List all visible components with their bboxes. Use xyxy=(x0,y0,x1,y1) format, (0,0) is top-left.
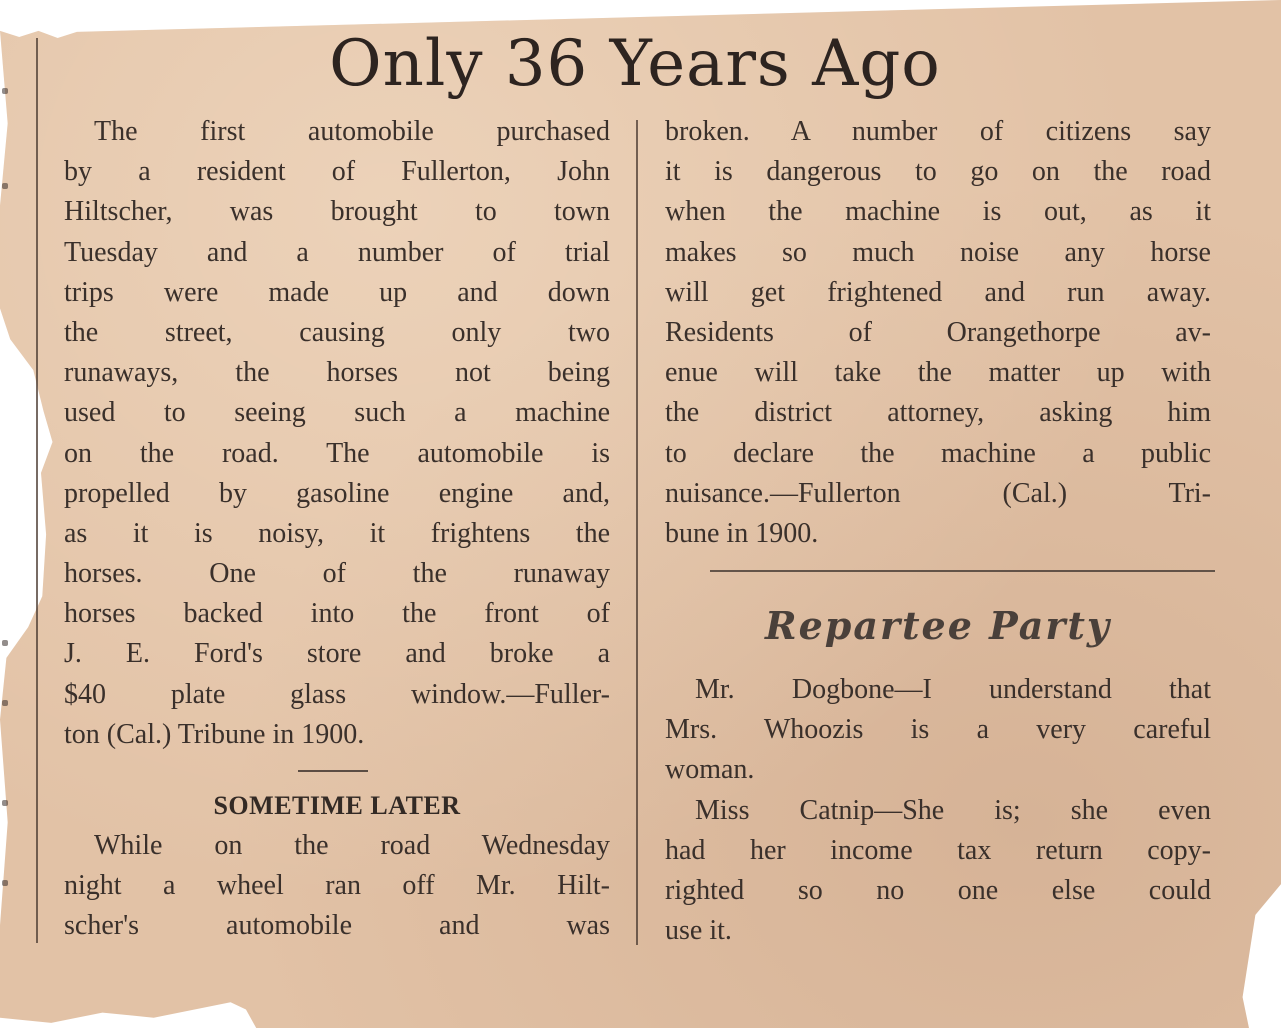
text-line: horses backed into the front of xyxy=(64,598,610,630)
text-line: Hiltscher, was brought to town xyxy=(64,196,610,228)
text-line: will get frightened and run away. xyxy=(665,276,1211,308)
right-column-paragraph-2 xyxy=(665,670,1211,951)
edge-mark xyxy=(2,800,8,806)
section-rule xyxy=(298,770,368,772)
text-line: trips were made up and down xyxy=(64,276,610,308)
column-divider-rule xyxy=(636,120,638,945)
text-line: Residents of Orangethorpe av- xyxy=(665,316,1211,348)
right-column-paragraph-1 xyxy=(665,112,1211,554)
text-line: use it. xyxy=(665,915,732,947)
text-line: horses. One of the runaway xyxy=(64,558,610,590)
text-line: scher's automobile and was xyxy=(64,910,610,942)
text-line: when the machine is out, as it xyxy=(665,196,1211,228)
text-line: While on the road Wednesday xyxy=(94,830,610,861)
text-line: as it is noisy, it frightens the xyxy=(64,517,610,549)
text-line: propelled by gasoline engine and, xyxy=(64,477,610,509)
text-line: to declare the machine a public xyxy=(665,437,1211,469)
text-line: broken. A number of citizens say xyxy=(665,116,1211,147)
text-line: righted so no one else could xyxy=(665,874,1211,906)
text-line: used to seeing such a machine xyxy=(64,397,610,429)
text-line: J. E. Ford's store and broke a xyxy=(64,638,610,670)
text-line: enue will take the matter up with xyxy=(665,357,1211,389)
headline: Only 36 Years Ago xyxy=(329,27,941,101)
subhead-repartee-party: Repartee Party xyxy=(765,603,1111,648)
edge-mark xyxy=(2,700,8,706)
text-line: the district attorney, asking him xyxy=(665,397,1211,429)
left-column-rule xyxy=(36,38,38,943)
text-line: Mr. Dogbone—I understand that xyxy=(695,674,1211,705)
text-line: runaways, the horses not being xyxy=(64,357,610,389)
text-line: nuisance.—Fullerton (Cal.) Tri- xyxy=(665,477,1211,509)
text-line: Mrs. Whoozis is a very careful xyxy=(665,714,1211,746)
text-line: The first automobile purchased xyxy=(94,116,610,147)
edge-mark xyxy=(2,880,8,886)
text-line: on the road. The automobile is xyxy=(64,437,610,469)
text-line: bune in 1900. xyxy=(665,517,819,549)
text-line: Tuesday and a number of trial xyxy=(64,236,610,268)
text-line: ton (Cal.) Tribune in 1900. xyxy=(64,718,365,750)
text-line: $40 plate glass window.—Fuller- xyxy=(64,678,610,710)
text-line: had her income tax return copy- xyxy=(665,834,1211,866)
text-line: woman. xyxy=(665,754,755,786)
text-line: by a resident of Fullerton, John xyxy=(64,156,610,188)
text-line: the street, causing only two xyxy=(64,316,610,348)
text-line: it is dangerous to go on the road xyxy=(665,156,1211,188)
left-column-paragraph-2 xyxy=(64,826,610,947)
text-line: night a wheel ran off Mr. Hilt- xyxy=(64,870,610,902)
edge-mark xyxy=(2,640,8,646)
text-line: Miss Catnip—She is; she even xyxy=(695,794,1211,826)
subhead-sometime-later: SOMETIME LATER xyxy=(213,791,461,820)
edge-mark xyxy=(2,183,8,189)
text-line: makes so much noise any horse xyxy=(665,236,1211,268)
section-rule xyxy=(710,570,1215,572)
left-column-paragraph-1 xyxy=(64,112,610,755)
edge-mark xyxy=(2,88,8,94)
